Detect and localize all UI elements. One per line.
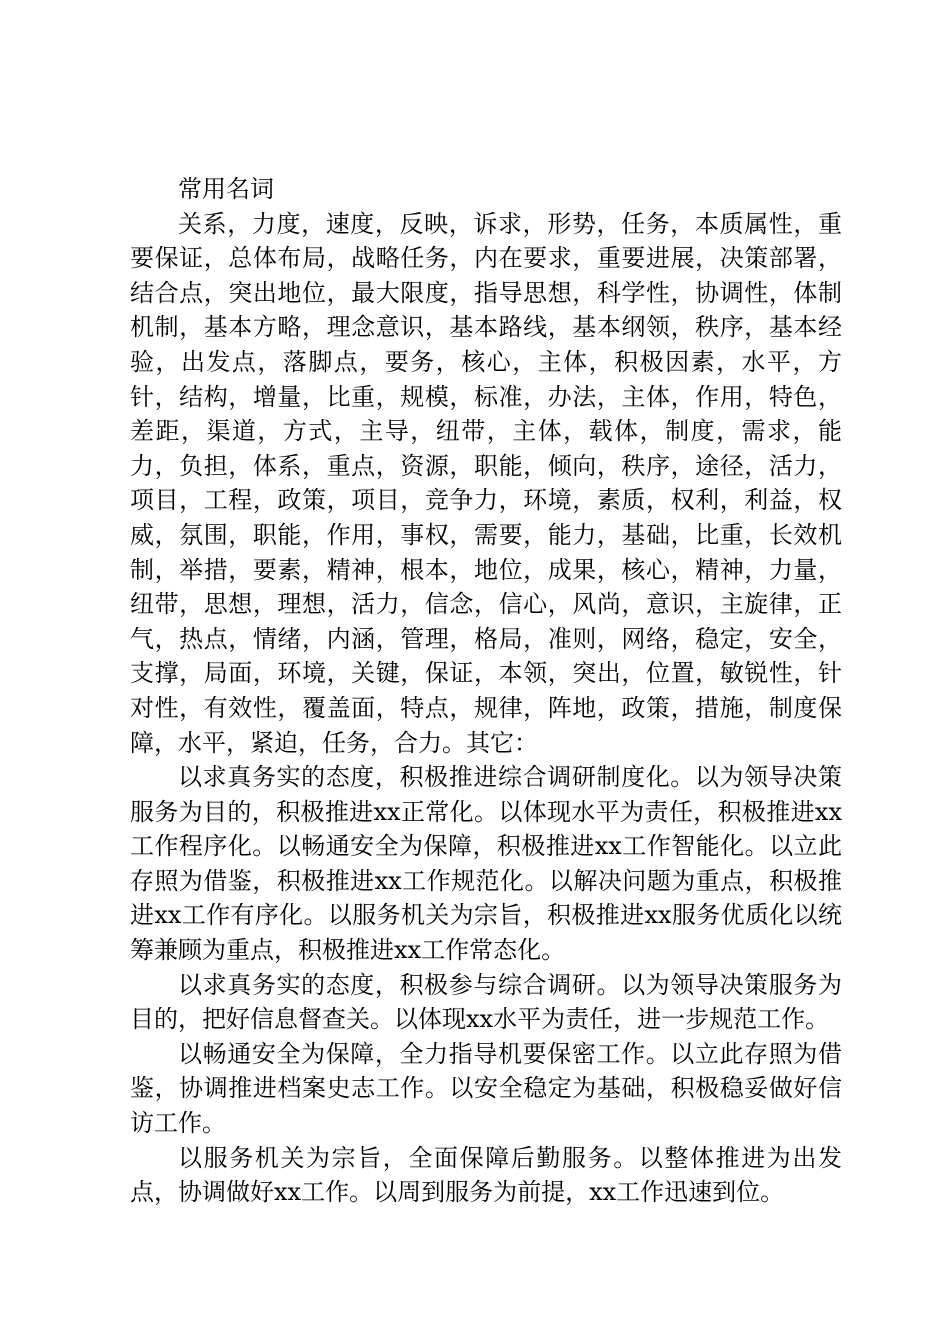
paragraph-security-guidance: 以畅通安全为保障，全力指导机要保密工作。以立此存照为借鉴，协调推进档案史志工作。以安全稳定为基础，积极稳妥做好信访工作。 <box>130 1039 842 1138</box>
paragraph-common-terms: 关系，力度，速度，反映，诉求，形势，任务，本质属性，重要保证，总体布局，战略任务，内在要求，重要进展，决策部署，结合点，突出地位，最大限度，指导思想，科学性，协调性，体制机制，基本方略，理念意识，基本路线，基本纲领，秩序，基本经验，出发点，落脚点，要务，核心，主体，积极因素，水平，方针，结构，增量，比重，规模，标准，办法，主体，作用，特色，差距，渠道，方式，主导，纽带，主体，载体，制度，需求，能力，负担，体系，重点，资源，职能，倾向，秩序，途径，活力，项目，工程，政策，项目，竞争力，环境，素质，权利，利益，权威，氛围，职能，作用，事权，需要，能力，基础，比重，长效机制，举措，要素，精神，根本，地位，成果，核心，精神，力量，纽带，思想，理想，活力，信念，信心，风尚，意识，主旋律，正气，热点，情绪，内涵，管理，格局，准则，网络，稳定，安全，支撑，局面，环境，关键，保证，本领，突出，位置，敏锐性，针对性，有效性，覆盖面，特点，规律，阵地，政策，措施，制度保障，水平，紧迫，任务，合力。其它： <box>130 209 842 757</box>
document-body <box>130 172 842 1210</box>
document-heading: 常用名词 <box>178 175 274 203</box>
paragraph-logistics-service: 以服务机关为宗旨，全面保障后勤服务。以整体推进为出发点，协调做好xx工作。以周到服务为前提，xx工作迅速到位。 <box>130 1143 842 1207</box>
paragraph-research-participation: 以求真务实的态度，积极参与综合调研。以为领导决策服务为目的，把好信息督查关。以体现xx水平为责任，进一步规范工作。 <box>130 970 842 1034</box>
paragraph-research-normalization: 以求真务实的态度，积极推进综合调研制度化。以为领导决策服务为目的，积极推进xx正常化。以体现水平为责任，积极推进xx工作程序化。以畅通安全为保障，积极推进xx工作智能化。以立此存照为借鉴，积极推进xx工作规范化。以解决问题为重点，积极推进xx工作有序化。以服务机关为宗旨，积极推进xx服务优质化以统筹兼顾为重点，积极推进xx工作常态化。 <box>130 763 842 965</box>
